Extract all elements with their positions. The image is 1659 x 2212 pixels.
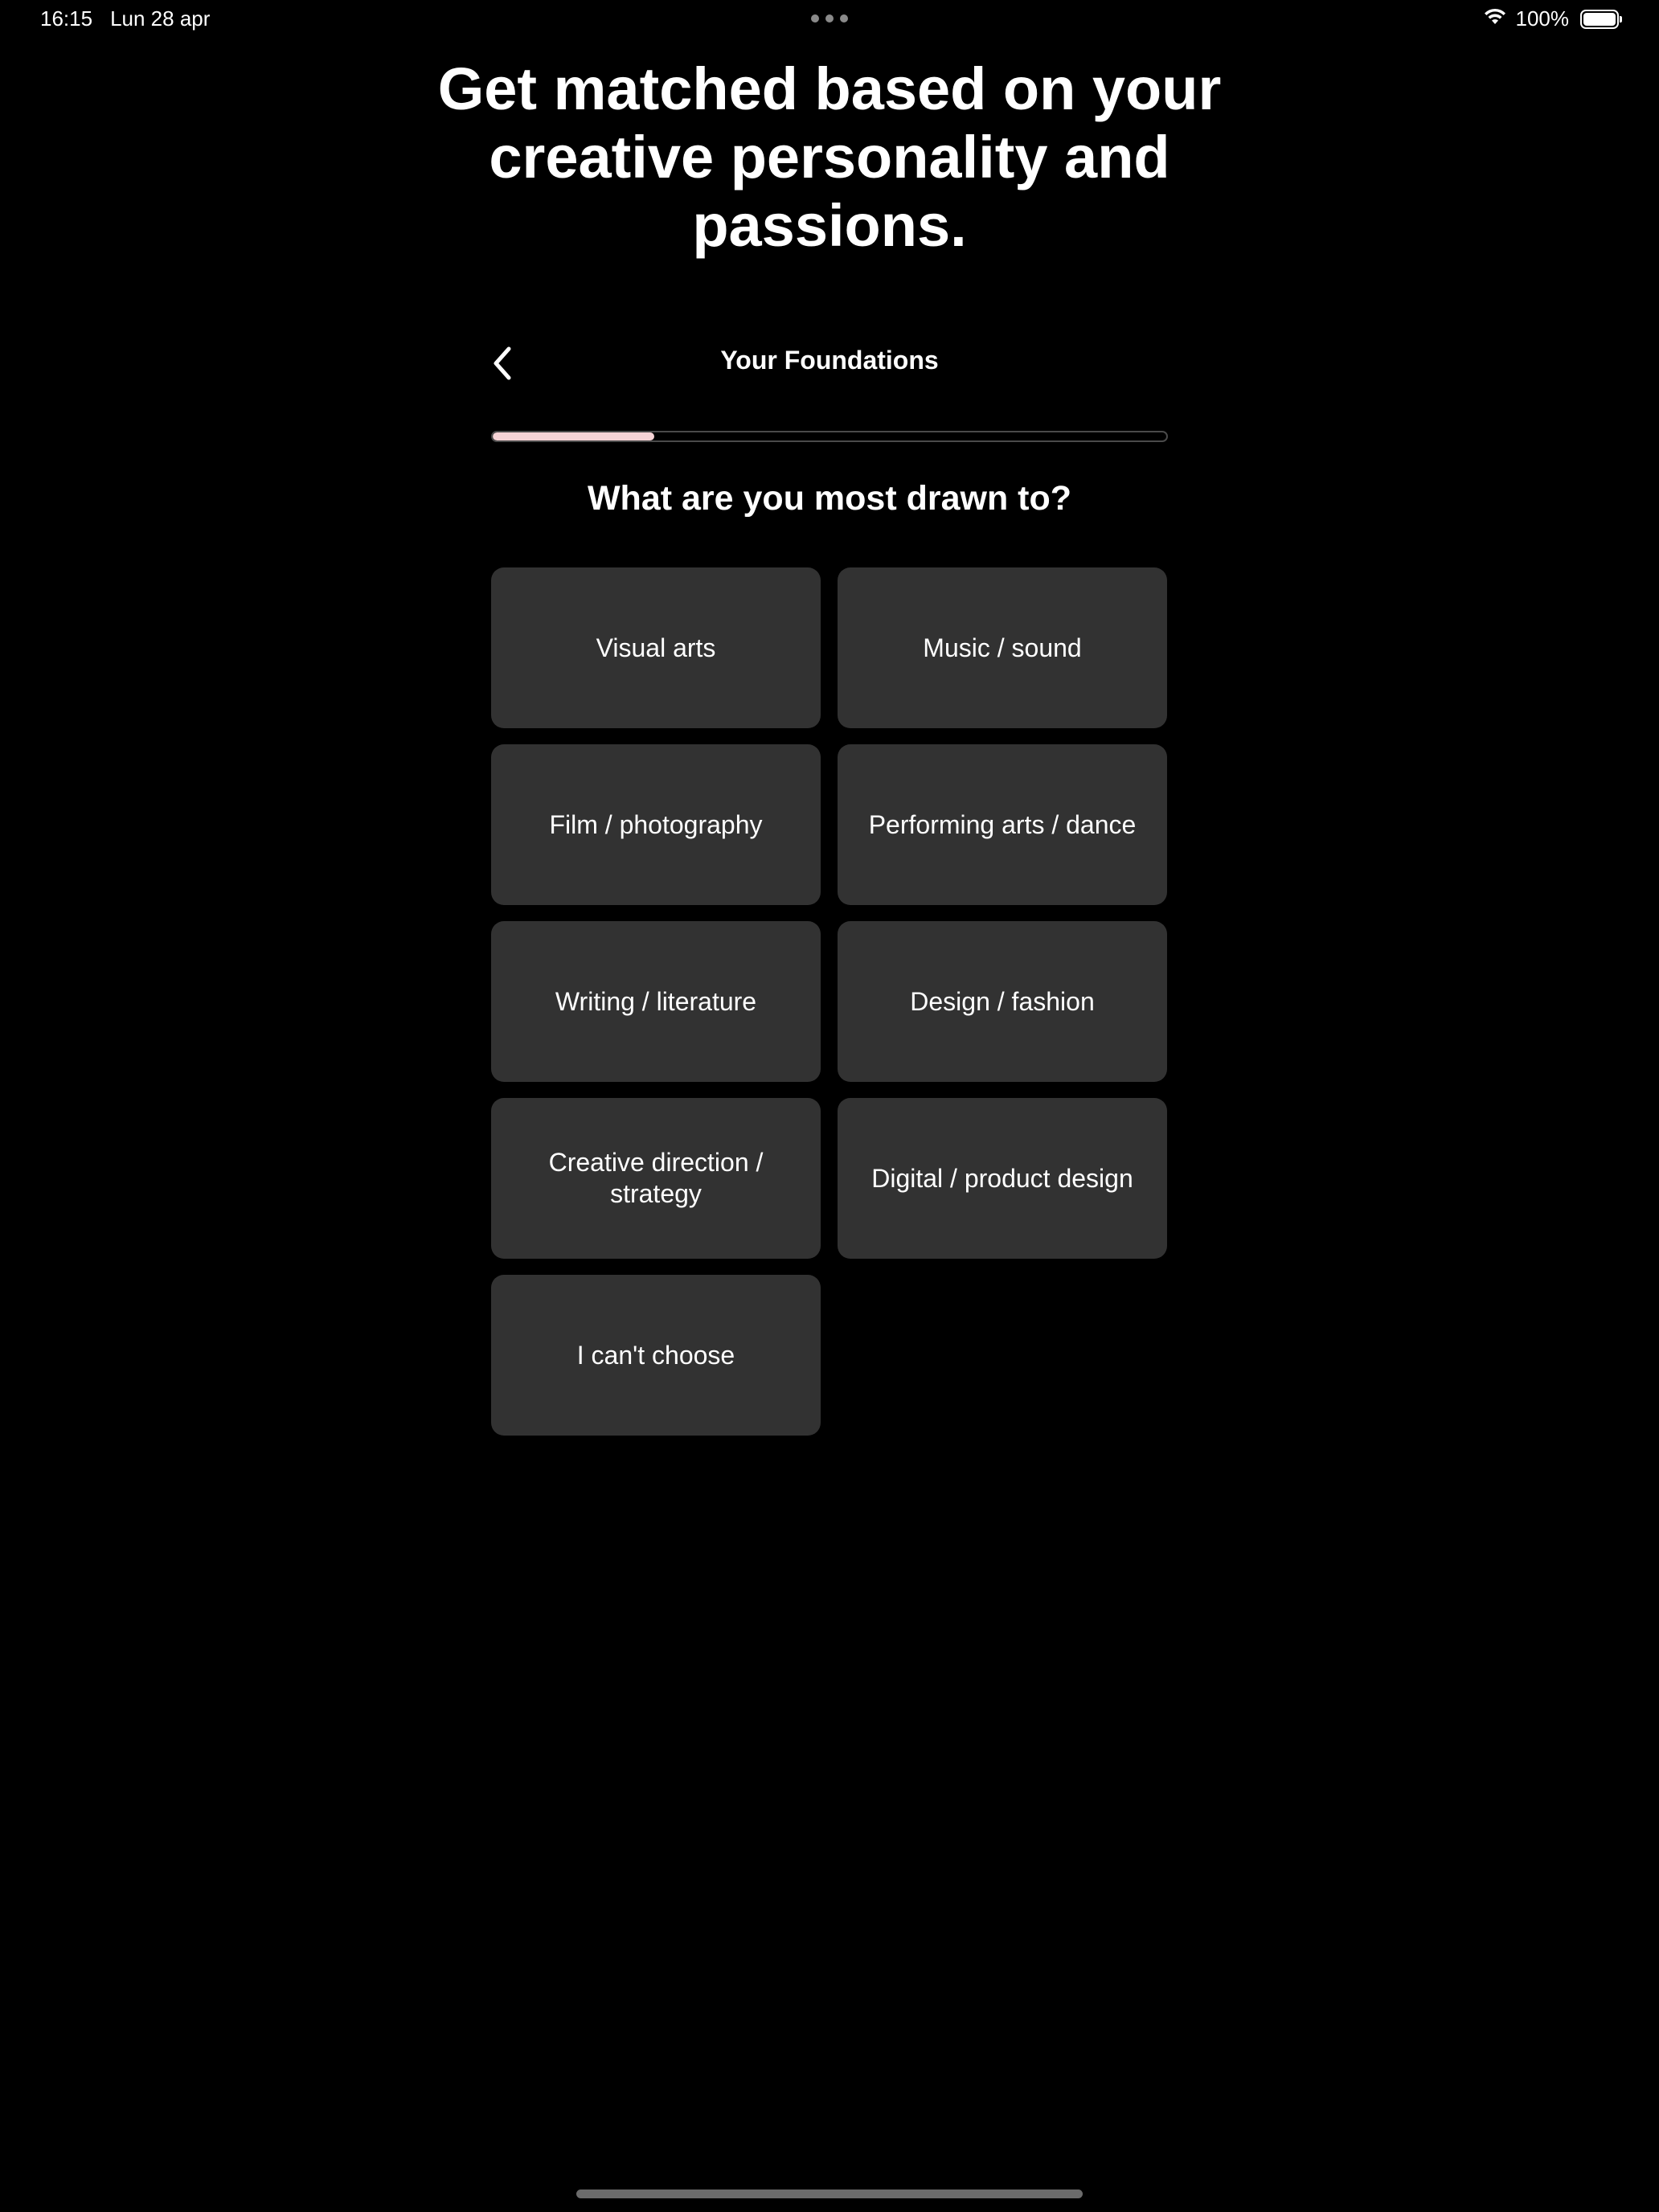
status-date: Lun 28 apr bbox=[110, 6, 211, 31]
status-time: 16:15 bbox=[40, 6, 93, 31]
battery-icon bbox=[1580, 10, 1619, 29]
option-visual-arts[interactable]: Visual arts bbox=[491, 567, 821, 728]
home-indicator[interactable] bbox=[576, 2189, 1083, 2198]
status-right bbox=[1482, 6, 1620, 31]
status-left bbox=[40, 6, 210, 31]
progress-fill bbox=[493, 432, 654, 440]
multitasking-dots-icon[interactable] bbox=[811, 14, 848, 23]
wifi-icon bbox=[1482, 6, 1508, 31]
status-bar bbox=[0, 0, 1659, 39]
section-title: Your Foundations bbox=[720, 346, 939, 375]
option-digital-product-design[interactable]: Digital / product design bbox=[838, 1098, 1167, 1259]
progress-bar bbox=[491, 431, 1168, 442]
options-grid bbox=[491, 567, 1168, 1436]
option-performing-arts-dance[interactable]: Performing arts / dance bbox=[838, 744, 1167, 905]
option-music-sound[interactable]: Music / sound bbox=[838, 567, 1167, 728]
option-cant-choose[interactable]: I can't choose bbox=[491, 1275, 821, 1436]
panel-header bbox=[491, 338, 1168, 394]
option-design-fashion[interactable]: Design / fashion bbox=[838, 921, 1167, 1082]
question-title: What are you most drawn to? bbox=[587, 479, 1072, 518]
option-writing-literature[interactable]: Writing / literature bbox=[491, 921, 821, 1082]
page-headline: Get matched based on your creative personality and passions. bbox=[437, 55, 1222, 259]
option-film-photography[interactable]: Film / photography bbox=[491, 744, 821, 905]
option-creative-direction-strategy[interactable]: Creative direction / strategy bbox=[491, 1098, 821, 1259]
battery-percent: 100% bbox=[1515, 6, 1569, 31]
questionnaire-panel bbox=[491, 338, 1168, 1436]
